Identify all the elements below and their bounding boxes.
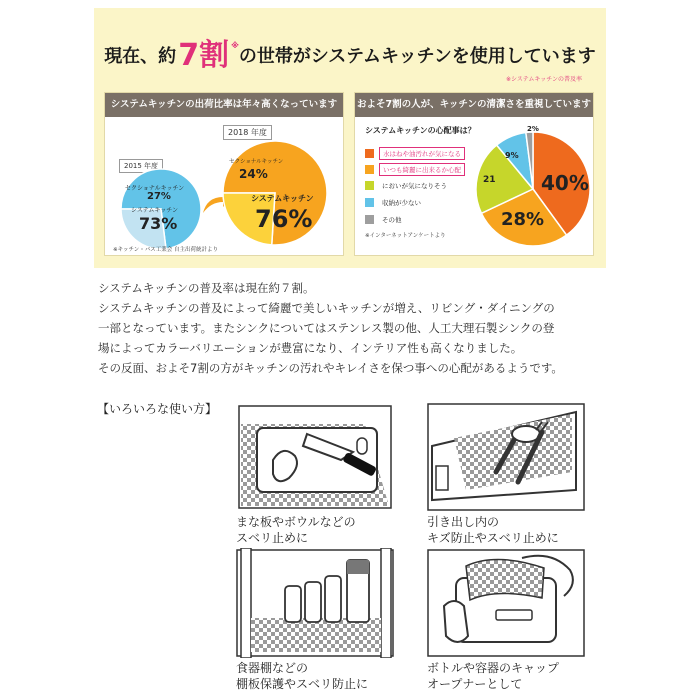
cutting-board-illustration	[235, 402, 395, 512]
legend-label: その他	[382, 216, 402, 224]
shipment-card-header: システムキッチンの出荷比率は年々高くなっています	[105, 93, 343, 117]
pie-2018-value-label-1: 24%	[239, 167, 268, 181]
pie-2018-title: 2018 年度	[223, 125, 272, 140]
concerns-value-label-2: 21	[483, 175, 496, 185]
legend-item-keep-clean	[365, 163, 465, 176]
concerns-value-label-4: 2%	[527, 125, 539, 133]
shipment-ratio-card	[104, 92, 344, 256]
legend-swatch	[365, 198, 374, 207]
description-line: 一部となっています。またシンクについてはステンレス製の他、人工大理石製シンクの登	[98, 321, 555, 335]
pie-2018-value-label-0: 76%	[255, 205, 313, 233]
concerns-value-label-3: 9%	[505, 151, 519, 160]
usage-caption-line: 食器棚などの	[236, 661, 309, 675]
usage-caption-line: 棚板保護やスベリ防止に	[236, 677, 369, 691]
usage-caption-line: オープナーとして	[427, 677, 523, 691]
legend-swatch	[365, 165, 374, 174]
pie-2015-slice-label-1: セクショナルキッチン	[125, 185, 185, 192]
headline-highlight: 7割	[178, 38, 230, 73]
usage-caption-line: ボトルや容器のキャップ	[427, 661, 560, 675]
description-line: その反面、およそ7割の方がキッチンの汚れやキレイさを保つ事への心配があるようです。	[98, 361, 563, 375]
shelf-illustration	[235, 548, 395, 658]
legend-item-water-splash	[365, 147, 465, 160]
headline-suffix: の世帯がシステムキッチンを使用しています	[238, 46, 596, 67]
legend-swatch	[365, 181, 374, 190]
description-line: システムキッチンの普及によって綺麗で美しいキッチンが増え、リビング・ダイニングの	[98, 301, 555, 315]
concerns-card-header: およそ7割の人が、キッチンの清潔さを重視しています	[355, 93, 593, 117]
legend-label: 水はねや油汚れが気になる	[379, 147, 465, 160]
legend-swatch	[365, 149, 374, 158]
usage-caption-line: キズ防止やスベリ止めに	[427, 531, 559, 545]
pie-2015-value-label-1: 27%	[147, 191, 171, 202]
description-text	[98, 278, 618, 378]
legend-label: 収納が少ない	[382, 199, 421, 207]
headline	[94, 30, 606, 74]
legend-item-smell	[365, 180, 450, 191]
pie-2015-value-label-0: 73%	[139, 214, 178, 233]
concerns-value-label-0: 40%	[541, 171, 589, 195]
headline-mark: ※	[231, 41, 239, 50]
description-line: 場によってカラーバリエーションが豊富になり、インテリア性も高くなりました。	[98, 341, 523, 355]
headline-prefix: 現在、約	[104, 46, 177, 67]
concerns-card-source: ※インターネットアンケートより	[365, 233, 446, 239]
drawer-illustration	[426, 402, 586, 512]
concerns-value-label-1: 28%	[501, 209, 545, 230]
usage-caption-line: 引き出し内の	[427, 515, 500, 529]
usage-caption-line: まな板やボウルなどの	[236, 515, 356, 529]
legend-label: いつも綺麗に出来るか心配	[379, 163, 465, 176]
headline-source-note: ※システムキッチンの普及率	[505, 76, 582, 83]
usage-caption-line: スベリ止めに	[236, 531, 309, 545]
usage-caption-shelf	[236, 660, 368, 692]
concerns-card	[354, 92, 594, 256]
usage-caption-cutting-board	[236, 514, 356, 546]
pie-2018-slice-label-0: システムキッチン	[251, 194, 314, 203]
usage-heading: 【いろいろな使い方】	[97, 402, 218, 416]
legend-item-storage	[365, 197, 424, 208]
concerns-legend-title: システムキッチンの心配事は？	[365, 126, 476, 135]
pie-2015-title: 2015 年度	[119, 159, 163, 173]
pie-2015-slice-label-0: システムキッチン	[131, 207, 178, 214]
legend-label: においが気になりそう	[382, 182, 447, 190]
usage-caption-drawer	[427, 514, 559, 546]
legend-item-other	[365, 214, 405, 225]
shipment-card-source: ※キッチン・バス工業会 自主出荷統計より	[113, 247, 218, 253]
usage-caption-cap-opener	[427, 660, 559, 692]
cap-opener-illustration	[426, 548, 586, 658]
legend-swatch	[365, 215, 374, 224]
pie-2018-slice-label-1: セクショナルキッチン	[229, 159, 284, 165]
description-line: システムキッチンの普及率は現在約７割。	[98, 281, 315, 295]
infographic-panel	[94, 8, 606, 268]
